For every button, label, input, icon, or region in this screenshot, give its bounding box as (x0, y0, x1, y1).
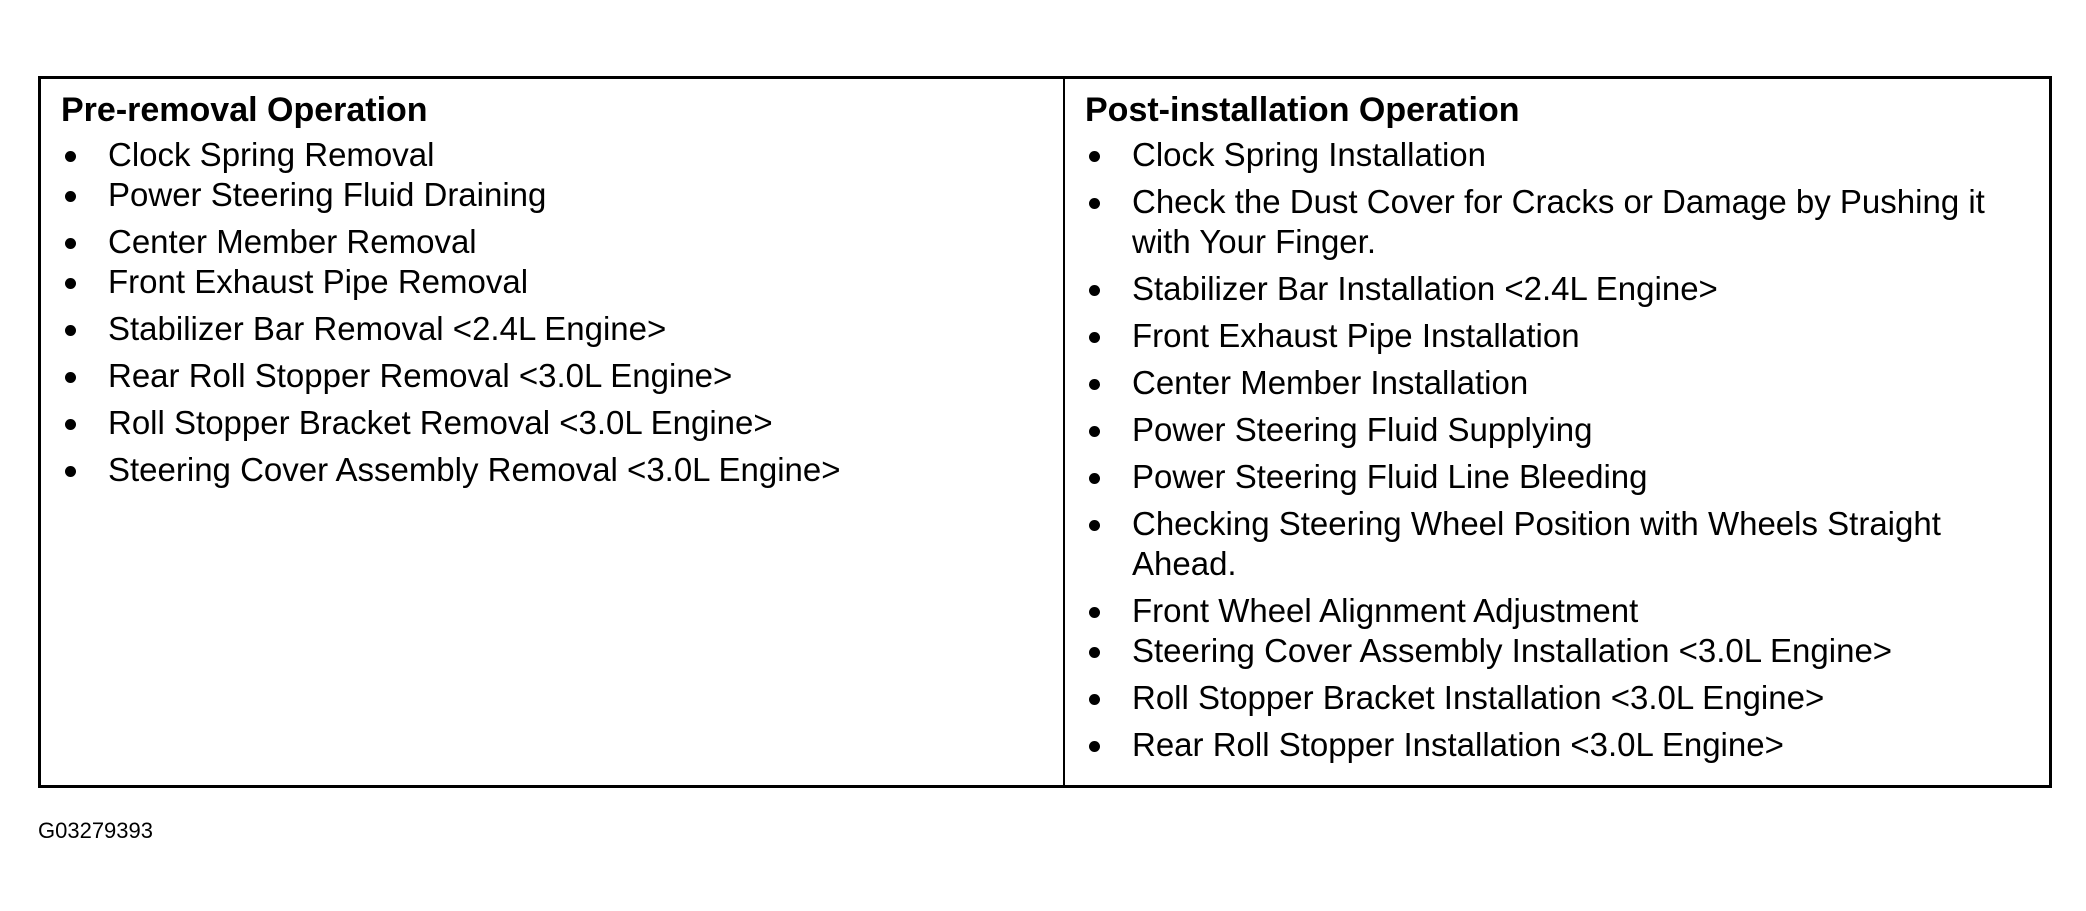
list-item: Front Exhaust Pipe Removal (61, 262, 1063, 302)
list-item: Power Steering Fluid Draining (61, 175, 1063, 215)
list-item: Roll Stopper Bracket Installation <3.0L Engine> (1085, 678, 2049, 718)
list-item: Power Steering Fluid Supplying (1085, 410, 2049, 450)
pre-removal-column (41, 79, 1065, 785)
list-item: Steering Cover Assembly Removal <3.0L Engine> (61, 450, 1063, 490)
list-item: Clock Spring Installation (1085, 135, 2049, 175)
list-item: Front Exhaust Pipe Installation (1085, 316, 2049, 356)
figure-id: G03279393 (38, 818, 153, 843)
list-item: Rear Roll Stopper Installation <3.0L Engine> (1085, 725, 2049, 765)
pre-removal-title: Pre-removal Operation (61, 91, 428, 129)
list-item: Roll Stopper Bracket Removal <3.0L Engine> (61, 403, 1063, 443)
list-item: Stabilizer Bar Removal <2.4L Engine> (61, 309, 1063, 349)
operations-table (38, 76, 2052, 788)
list-item: Clock Spring Removal (61, 135, 1063, 175)
list-item: Steering Cover Assembly Installation <3.0L Engine> (1085, 631, 2049, 671)
post-installation-list (1085, 135, 2049, 765)
post-installation-column (1065, 79, 2049, 785)
list-item: Front Wheel Alignment Adjustment (1085, 591, 2049, 631)
list-item: Check the Dust Cover for Cracks or Damage by Pushing it with Your Finger. (1085, 182, 2049, 262)
list-item: Center Member Installation (1085, 363, 2049, 403)
list-item: Power Steering Fluid Line Bleeding (1085, 457, 2049, 497)
list-item: Center Member Removal (61, 222, 1063, 262)
list-item: Stabilizer Bar Installation <2.4L Engine> (1085, 269, 2049, 309)
list-item: Rear Roll Stopper Removal <3.0L Engine> (61, 356, 1063, 396)
post-installation-title: Post-installation Operation (1085, 91, 1520, 129)
list-item: Checking Steering Wheel Position with Wheels Straight Ahead. (1085, 504, 2049, 584)
pre-removal-list (61, 135, 1063, 490)
